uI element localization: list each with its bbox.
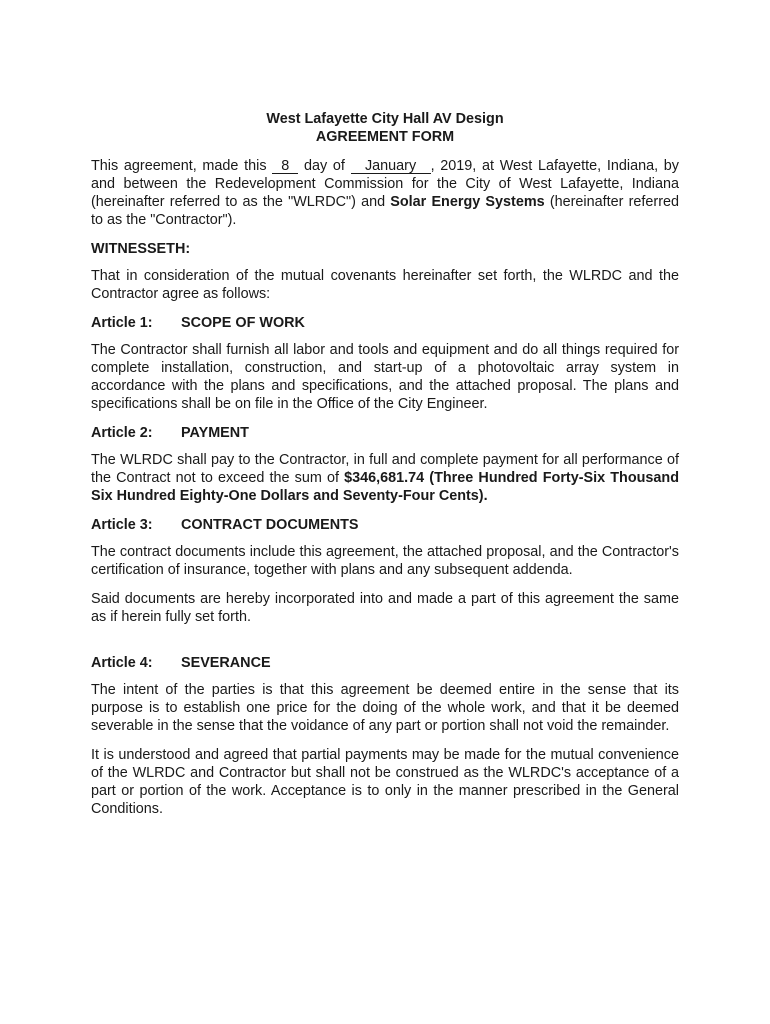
article-4-title: SEVERANCE [181,655,271,671]
article-3-paragraph-2: Said documents are hereby incorporated into and made a part of this agreement the same as if herein fully set forth. [91,591,679,625]
article-1-paragraph: The Contractor shall furnish all labor and tools and equipment and do all things required for complete installation, construction, and start-up of a photovoltaic array system in accordance with the plans and specifications, and the attached proposal. The plans and specifications shall be on file in the Office of the City Engineer. [91,342,679,412]
intro-text-1: This agreement, made this [91,158,273,174]
article-4-number: Article 4: [91,655,153,671]
intro-paragraph [91,157,679,229]
document-title: West Lafayette City Hall AV Design [266,111,504,127]
article-1-number: Article 1: [91,315,153,331]
document-page [91,110,679,829]
intro-text-4: (hereinafter referred to as the "Contractor"). [91,194,679,228]
article-3-paragraph-1: The contract documents include this agreement, the attached proposal, and the Contractor's certification of insurance, together with plans and any subsequent addenda. [91,544,679,578]
article-2-heading [91,424,679,442]
article-2-paragraph [91,451,679,505]
article-1-heading [91,314,679,332]
article-3-number: Article 3: [91,517,153,533]
article-4-heading [91,654,679,672]
payment-amount: $346,681.74 (Three Hundred Forty-Six Thousand Six Hundred Eighty-One Dollars and Seventy-Four Cents). [91,470,679,504]
article-4-paragraph-2: It is understood and agreed that partial payments may be made for the mutual convenience of the WLRDC and Contractor but shall not be construed as the WLRDC's acceptance of a part or portion of the work. Acceptance is to only in the manner prescribed in the General Conditions. [91,747,679,817]
intro-text-2: day of [298,158,351,174]
article-2-text: The WLRDC shall pay to the Contractor, in full and complete payment for all performance of the Contract not to exceed the sum of [91,452,679,486]
witnesseth-paragraph: That in consideration of the mutual covenants hereinafter set forth, the WLRDC and the Contractor agree as follows: [91,268,679,302]
document-subtitle: AGREEMENT FORM [315,129,455,145]
day-field: 8 [272,159,298,174]
article-3-title: CONTRACT DOCUMENTS [181,517,359,533]
article-2-number: Article 2: [91,425,153,441]
article-2-title: PAYMENT [181,425,249,441]
witnesseth-heading: WITNESSETH: [91,241,191,257]
intro-text-3: , 2019, at West Lafayette, Indiana, by and between the Redevelopment Commission for the City of West Lafayette, Indiana (hereinafter referred to as the "WLRDC") and [91,158,679,210]
article-3-heading [91,516,679,534]
article-1-title: SCOPE OF WORK [181,315,305,331]
document-header [91,110,679,146]
contractor-name: Solar Energy Systems [390,194,545,210]
month-field: January [351,159,431,174]
article-4-paragraph-1: The intent of the parties is that this agreement be deemed entire in the sense that its purpose is to establish one price for the doing of the whole work, and that it be deemed severable in the sense that the voidance of any part or portion shall not void the remainder. [91,682,679,734]
